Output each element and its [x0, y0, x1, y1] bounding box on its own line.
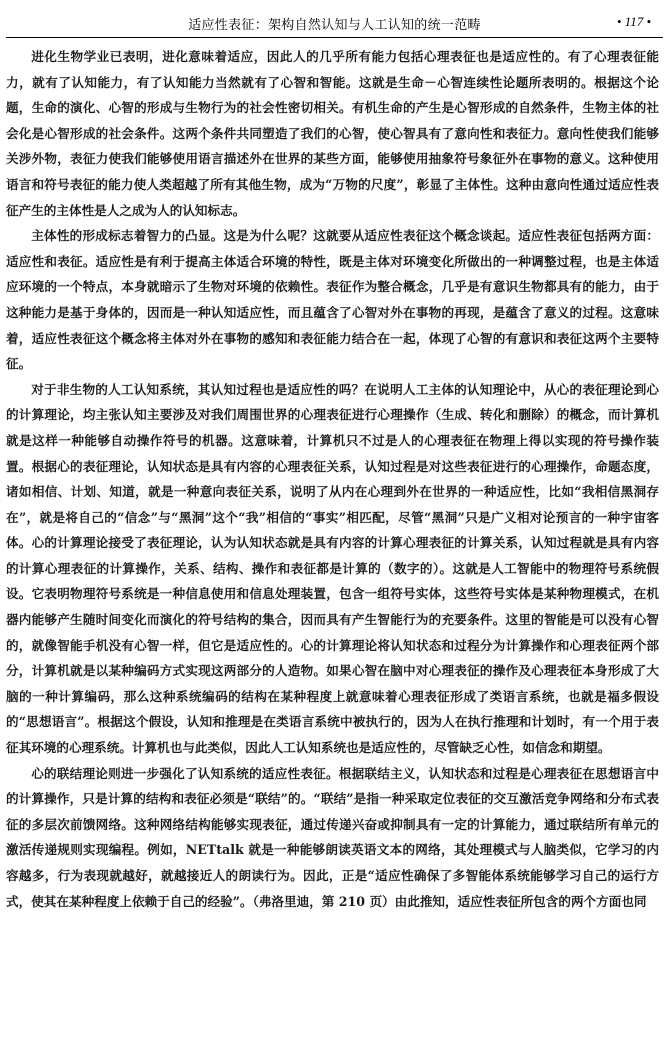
page-header	[0, 4, 669, 38]
paragraph-1: 进化生物学业已表明，进化意味着适应，因此人的几乎所有能力包括心理表征也是适应性的。有了心理表征能力，就有了认知能力，有了认知能力当然就有了心智和智能。这就是生命－心智连续性论题所表明的。根据这个论题，生命的演化、心智的形成与生物行为的社会性密切相关。有机生命的产生是心智形成的自然条件，生物主体的社会化是心智形成的社会条件。这两个条件共同塑造了我们的心智，使心智具有了意向性和表征力。意向性使我们能够关涉外物，表征力使我们能够使用语言描述外在世界的某些方面，能够使用抽象符号象征外在事物的意义。这种使用语言和符号表征的能力使人类超越了所有其他生物，成为“万物的尺度”，彰显了主体性。这种由意向性通过适应性表征产生的主体性是人之成为人的认知标志。	[6, 49, 659, 218]
body-text	[6, 44, 659, 1039]
header-rule	[6, 37, 663, 38]
paragraph-3: 对于非生物的人工认知系统，其认知过程也是适应性的吗？在说明人工主体的认知理论中，从心的表征理论到心的计算理论，均主张认知主要涉及对我们周围世界的心理表征进行心理操作（生成、转化和删除）的概念，而计算机就是这样一种能够自动操作符号的机器。这意味着，计算机只不过是人的心理表征在物理上得以实现的符号操作装置。根据心的表征理论，认知状态是具有内容的心理表征关系，认知过程是对这些表征进行的心理操作，命题态度，诸如相信、计划、知道，就是一种意向表征关系，说明了从内在心理到外在世界的一种适应性，比如“我相信黑洞存在”，就是将自己的“信念”与“黑洞”这个“我”相信的“事实”相匹配，尽管“黑洞”只是广义相对论预言的一种宇宙客体。心的计算理论接受了表征理论，认为认知状态就是具有内容的计算心理表征的计算关系，认知过程就是具有内容的计算心理表征的计算操作，关系、结构、操作和表征都是计算的（数字的）。这就是人工智能中的物理符号系统假设。它表明物理符号系统是一种信息使用和信息处理装置，包含一组符号实体，这些符号实体是某种物理模式，在机器内能够产生随时间变化而演化的符号结构的集合，因而具有产生智能行为的充要条件。这里的智能是可以没有心智的，就像智能手机没有心智一样，但它是适应性的。心的计算理论将认知状态和过程分为计算操作和心理表征两个部分，计算机就是以某种编码方式实现这两部分的人造物。如果心智在脑中对心理表征的操作及心理表征本身形成了大脑的一种计算编码，那么这种系统编码的结构在某种程度上就意味着心理表征形成了类语言系统，也就是福多假设的“思想语言”。根据这个假设，认知和推理是在类语言系统中被执行的，因为人在执行推理和计划时，有一个用于表征其环境的心理系统。计算机也与此类似，因此人工认知系统也是适应性的，尽管缺乏心性，如信念和期望。	[6, 381, 659, 756]
page-number: • 117 •	[616, 14, 651, 29]
paragraph-2: 主体性的形成标志着智力的凸显。这是为什么呢？这就要从适应性表征这个概念谈起。适应性表征包括两方面：适应性和表征。适应性是有利于提高主体适合环境的特性，既是主体对环境变化所做出的一种调整过程，也是主体适应环境的一个特点，本身就暗示了生物对环境的依赖性。表征作为整合概念，几乎是有意识生物都具有的能力，由于这种能力是基于身体的，因而是一种认知适应性，而且蕴含了心智对外在事物的再现，是蕴含了意义的过程。这意味着，适应性表征这个概念将主体对外在事物的感知和表征能力结合在一起，体现了心智的有意识和表征这两个主要特征。	[6, 228, 659, 372]
paragraph-4: 心的联结理论则进一步强化了认知系统的适应性表征。根据联结主义，认知状态和过程是心理表征在思想语言中的计算操作，只是计算的结构和表征必须是“联结”的。“联结”是指一种采取定位表征的交互激活竞争网络和分布式表征的多层次前馈网络。这种网络结构能够实现表征，通过传递兴奋或抑制具有一定的计算能力，通过联结所有单元的激活传递规则实现编程。例如，NETtalk 就是一种能够朗读英语文本的网络，其处理模式与人脑类似，它学习的内容越多，行为表现就越好，就越接近人的朗读行为。因此，正是“适应性确保了多智能体系统能够学习自己的运行方式，使其在某种程度上依赖于自己的经验”。（弗洛里迪，第 210 页）由此推知，适应性表征所包含的两个方面也同	[6, 765, 659, 909]
running-title: 适应性表征：架构自然认知与人工认知的统一范畴	[188, 18, 481, 33]
